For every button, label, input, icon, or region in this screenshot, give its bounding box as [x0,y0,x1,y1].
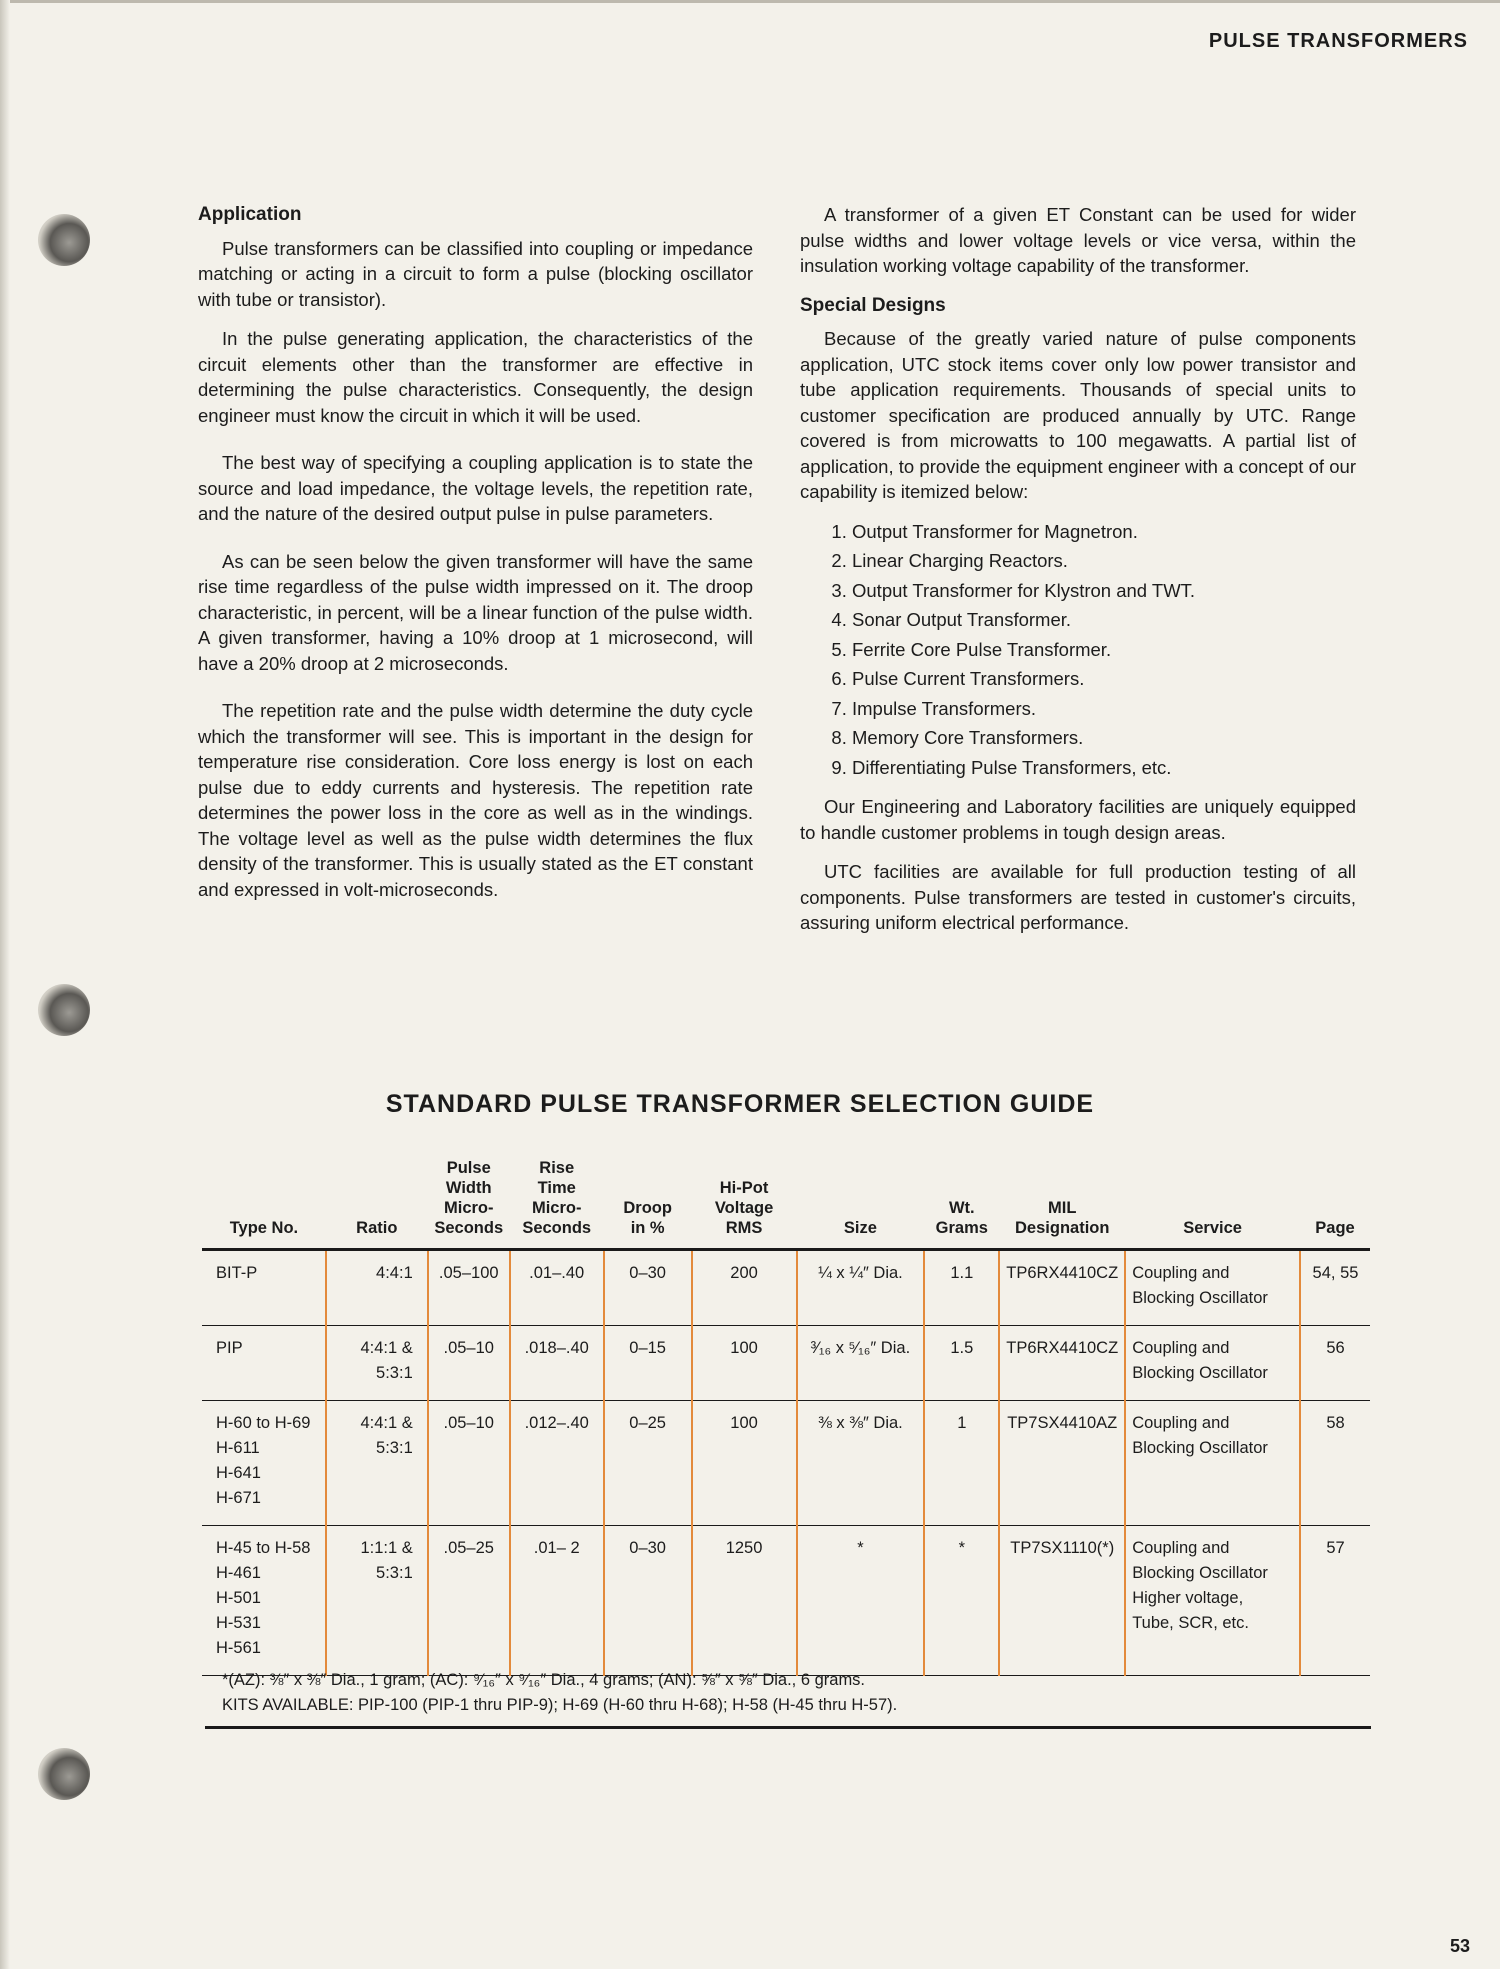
paragraph-classification: Pulse transformers can be classified into coupling or impedance matching or acting in a circuit to form a pulse (blocking oscillator with tube or transistor). [198,237,753,310]
header-size: Size [797,1158,925,1250]
cell-pulse-width: .05–100 [428,1250,510,1326]
cell-droop: 0–15 [604,1326,692,1401]
paragraph-generating: In the pulse generating application, the characteristics of the circuit elements other than the transformer are effective in determining the pulse characteristics. Consequently, the design engineer must know the circuit in which it will be used. [198,328,753,426]
list-item: 7. Impulse Transformers. [852,696,1356,722]
cell-type-no: H-45 to H-58 H-461 H-501 H-531 H-561 [202,1526,326,1676]
cell-service: Coupling and Blocking Oscillator [1125,1401,1300,1526]
cell-mil: TP6RX4410CZ [999,1326,1125,1401]
cell-page: 58 [1300,1401,1370,1526]
selection-guide-table [202,1158,1370,1676]
list-item: 5. Ferrite Core Pulse Transformer. [852,637,1356,663]
table-bottom-rule [205,1726,1371,1729]
top-edge-line [0,0,1500,3]
cell-mil: TP6RX4410CZ [999,1250,1125,1326]
list-item: 4. Sonar Output Transformer. [852,607,1356,633]
cell-mil: TP7SX4410AZ [999,1401,1125,1526]
list-item: 1. Output Transformer for Magnetron. [852,519,1356,545]
application-list [800,519,1356,781]
cell-weight: 1.1 [924,1250,999,1326]
cell-mil: TP7SX1110(*) [999,1526,1125,1676]
header-pulse-width: Pulse Width Micro- Seconds [428,1158,510,1250]
cell-weight: 1 [924,1401,999,1526]
cell-page: 54, 55 [1300,1250,1370,1326]
left-column [198,202,753,916]
header-rise-time: Rise Time Micro- Seconds [510,1158,604,1250]
cell-type-no: BIT-P [202,1250,326,1326]
running-head: PULSE TRANSFORMERS [1208,30,1468,52]
cell-ratio: 4:4:1 & 5:3:1 [326,1326,428,1401]
cell-weight: * [924,1526,999,1676]
cell-type-no: PIP [202,1326,326,1401]
cell-size: ⅜ x ⅜″ Dia. [797,1401,925,1526]
header-page: Page [1300,1158,1370,1250]
cell-ratio: 1:1:1 & 5:3:1 [326,1526,428,1676]
cell-type-no: H-60 to H-69 H-611 H-641 H-671 [202,1401,326,1526]
paragraph-engineering: Our Engineering and Laboratory facilities are uniquely equipped to handle customer problems in tough design areas. [800,796,1356,843]
cell-weight: 1.5 [924,1326,999,1401]
list-item: 6. Pulse Current Transformers. [852,666,1356,692]
cell-pulse-width: .05–10 [428,1326,510,1401]
cell-service: Coupling and Blocking Oscillator [1125,1250,1300,1326]
special-designs-heading: Special Designs [800,294,946,316]
cell-hipot: 1250 [692,1526,797,1676]
cell-hipot: 100 [692,1401,797,1526]
cell-pulse-width: .05–10 [428,1401,510,1526]
paragraph-rise-time: As can be seen below the given transformer will have the same rise time regardless of the pulse width impressed on it. The droop characteristic, in percent, will be a linear function of the pulse width. A given transformer, having a 10% droop at 1 microsecond, will have a 20% droop at 2 microseconds. [198,550,753,674]
table-row [202,1326,1370,1401]
selection-guide-title: STANDARD PULSE TRANSFORMER SELECTION GUIDE [385,1090,1095,1118]
cell-size: ³⁄₁₆ x ⁵⁄₁₆″ Dia. [797,1326,925,1401]
header-ratio: Ratio [326,1158,428,1250]
cell-page: 56 [1300,1326,1370,1401]
right-column [800,202,1356,950]
cell-hipot: 100 [692,1326,797,1401]
header-droop: Droop in % [604,1158,692,1250]
table-row [202,1250,1370,1326]
table-row [202,1401,1370,1526]
binder-hole-top [38,214,90,266]
cell-service: Coupling and Blocking Oscillator [1125,1326,1300,1401]
binder-hole-middle [38,984,90,1036]
list-item: 9. Differentiating Pulse Transformers, etc. [852,755,1356,781]
binder-hole-bottom [38,1748,90,1800]
cell-hipot: 200 [692,1250,797,1326]
cell-page: 57 [1300,1526,1370,1676]
page-number: 53 [1449,1936,1470,1956]
header-type-no: Type No. [202,1158,326,1250]
header-mil: MIL Designation [999,1158,1125,1250]
application-heading: Application [198,204,302,225]
cell-service: Coupling and Blocking Oscillator Higher voltage, Tube, SCR, etc. [1125,1526,1300,1676]
table-header-row [202,1158,1370,1250]
page-left-edge [0,0,10,1969]
paragraph-testing: UTC facilities are available for full production testing of all components. Pulse transformers are tested in customer's circuits, assuring uniform electrical performance. [800,861,1356,933]
kits-available-note: KITS AVAILABLE: PIP-100 (PIP-1 thru PIP-9); H-69 (H-60 thru H-68); H-58 (H-45 thru H-57). [222,1696,898,1714]
header-hipot: Hi-Pot Voltage RMS [692,1158,797,1250]
cell-rise-time: .012–.40 [510,1401,604,1526]
cell-size: ¼ x ¼″ Dia. [797,1250,925,1326]
cell-droop: 0–25 [604,1401,692,1526]
paragraph-special-designs: Because of the greatly varied nature of pulse components application, UTC stock items cover only low power transistor and tube application requirements. Thousands of special units to customer specification are produced annually by UTC. Range covered is from microwatts to 100 megawatts. A partial list of application, to provide the equipment engineer with a concept of our capability is itemized below: [800,328,1356,502]
paragraph-specifying: The best way of specifying a coupling application is to state the source and load impedance, the voltage levels, the repetition rate, and the nature of the desired output pulse in pulse parameters. [198,452,753,524]
list-item: 8. Memory Core Transformers. [852,725,1356,751]
cell-rise-time: .01– 2 [510,1526,604,1676]
list-item: 3. Output Transformer for Klystron and TWT. [852,578,1356,604]
cell-ratio: 4:4:1 [326,1250,428,1326]
cell-droop: 0–30 [604,1526,692,1676]
cell-ratio: 4:4:1 & 5:3:1 [326,1401,428,1526]
header-weight: Wt. Grams [924,1158,999,1250]
table-notes [222,1668,897,1718]
size-footnote: *(AZ): ⅜″ x ⅜″ Dia., 1 gram; (AC): ⁹⁄₁₆″ x ⁹⁄₁₆″ Dia., 4 grams; (AN): ⅝″ x ⅝″ Dia., 6 grams. [222,1671,866,1689]
cell-rise-time: .018–.40 [510,1326,604,1401]
header-service: Service [1125,1158,1300,1250]
cell-pulse-width: .05–25 [428,1526,510,1676]
cell-rise-time: .01–.40 [510,1250,604,1326]
paragraph-repetition-rate: The repetition rate and the pulse width determine the duty cycle which the transformer will see. This is important in the design for temperature rise consideration. Core loss energy is lost on each pulse due to eddy currents and hysteresis. The repetition rate determines the power loss in the core as well as in the windings. The voltage level as well as the pulse width determines the flux density of the transformer. This is usually stated as the ET constant and expressed in volt-microseconds. [198,700,753,900]
cell-droop: 0–30 [604,1250,692,1326]
cell-size: * [797,1526,925,1676]
table-row [202,1526,1370,1676]
paragraph-et-constant: A transformer of a given ET Constant can be used for wider pulse widths and lower voltage levels or vice versa, within the insulation working voltage capability of the transformer. [800,204,1356,276]
list-item: 2. Linear Charging Reactors. [852,548,1356,574]
